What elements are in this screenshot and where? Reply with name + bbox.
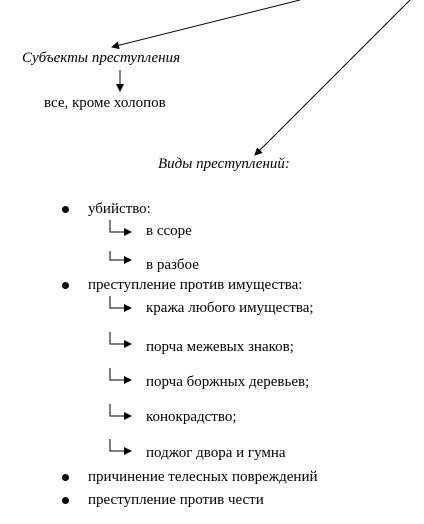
- arrow-to-types: [255, 0, 410, 155]
- connector-podzhog: [110, 439, 131, 451]
- list-item-label: убийство:: [88, 201, 151, 217]
- connector-krazha: [110, 296, 131, 308]
- sub-item: кража любого имущества;: [146, 300, 314, 316]
- connector-v-razboe: [110, 251, 131, 260]
- sub-item: поджог двора и гумна: [146, 445, 286, 461]
- bullet-icon: [62, 282, 69, 289]
- connector-konokradstvo: [110, 404, 131, 416]
- list-item-label: причинение телесных повреждений: [88, 469, 318, 485]
- sub-connectors: [110, 220, 131, 451]
- bullet-icon: [62, 497, 69, 504]
- subjects-title: Субъекты преступления: [22, 50, 181, 66]
- arrow-to-subjects: [112, 0, 300, 47]
- sub-item: порча межевых знаков;: [146, 339, 294, 355]
- list-item-label: преступление против имущества:: [88, 277, 303, 293]
- subjects-value: все, кроме холопов: [44, 95, 166, 111]
- types-title: Виды преступлений:: [158, 156, 290, 172]
- connector-porcha-borzh: [110, 368, 131, 380]
- bullet-icon: [62, 474, 69, 481]
- sub-item: порча боржных деревьев;: [146, 374, 310, 390]
- connector-in-ssore: [110, 220, 131, 232]
- connector-porcha-mezh: [110, 332, 131, 344]
- sub-item: конокрадство;: [146, 409, 237, 425]
- sub-item: в разбое: [146, 257, 199, 273]
- list-item-label: преступление против чести: [88, 492, 264, 508]
- sub-item: в ссоре: [146, 223, 192, 239]
- bullet-icon: [62, 206, 69, 213]
